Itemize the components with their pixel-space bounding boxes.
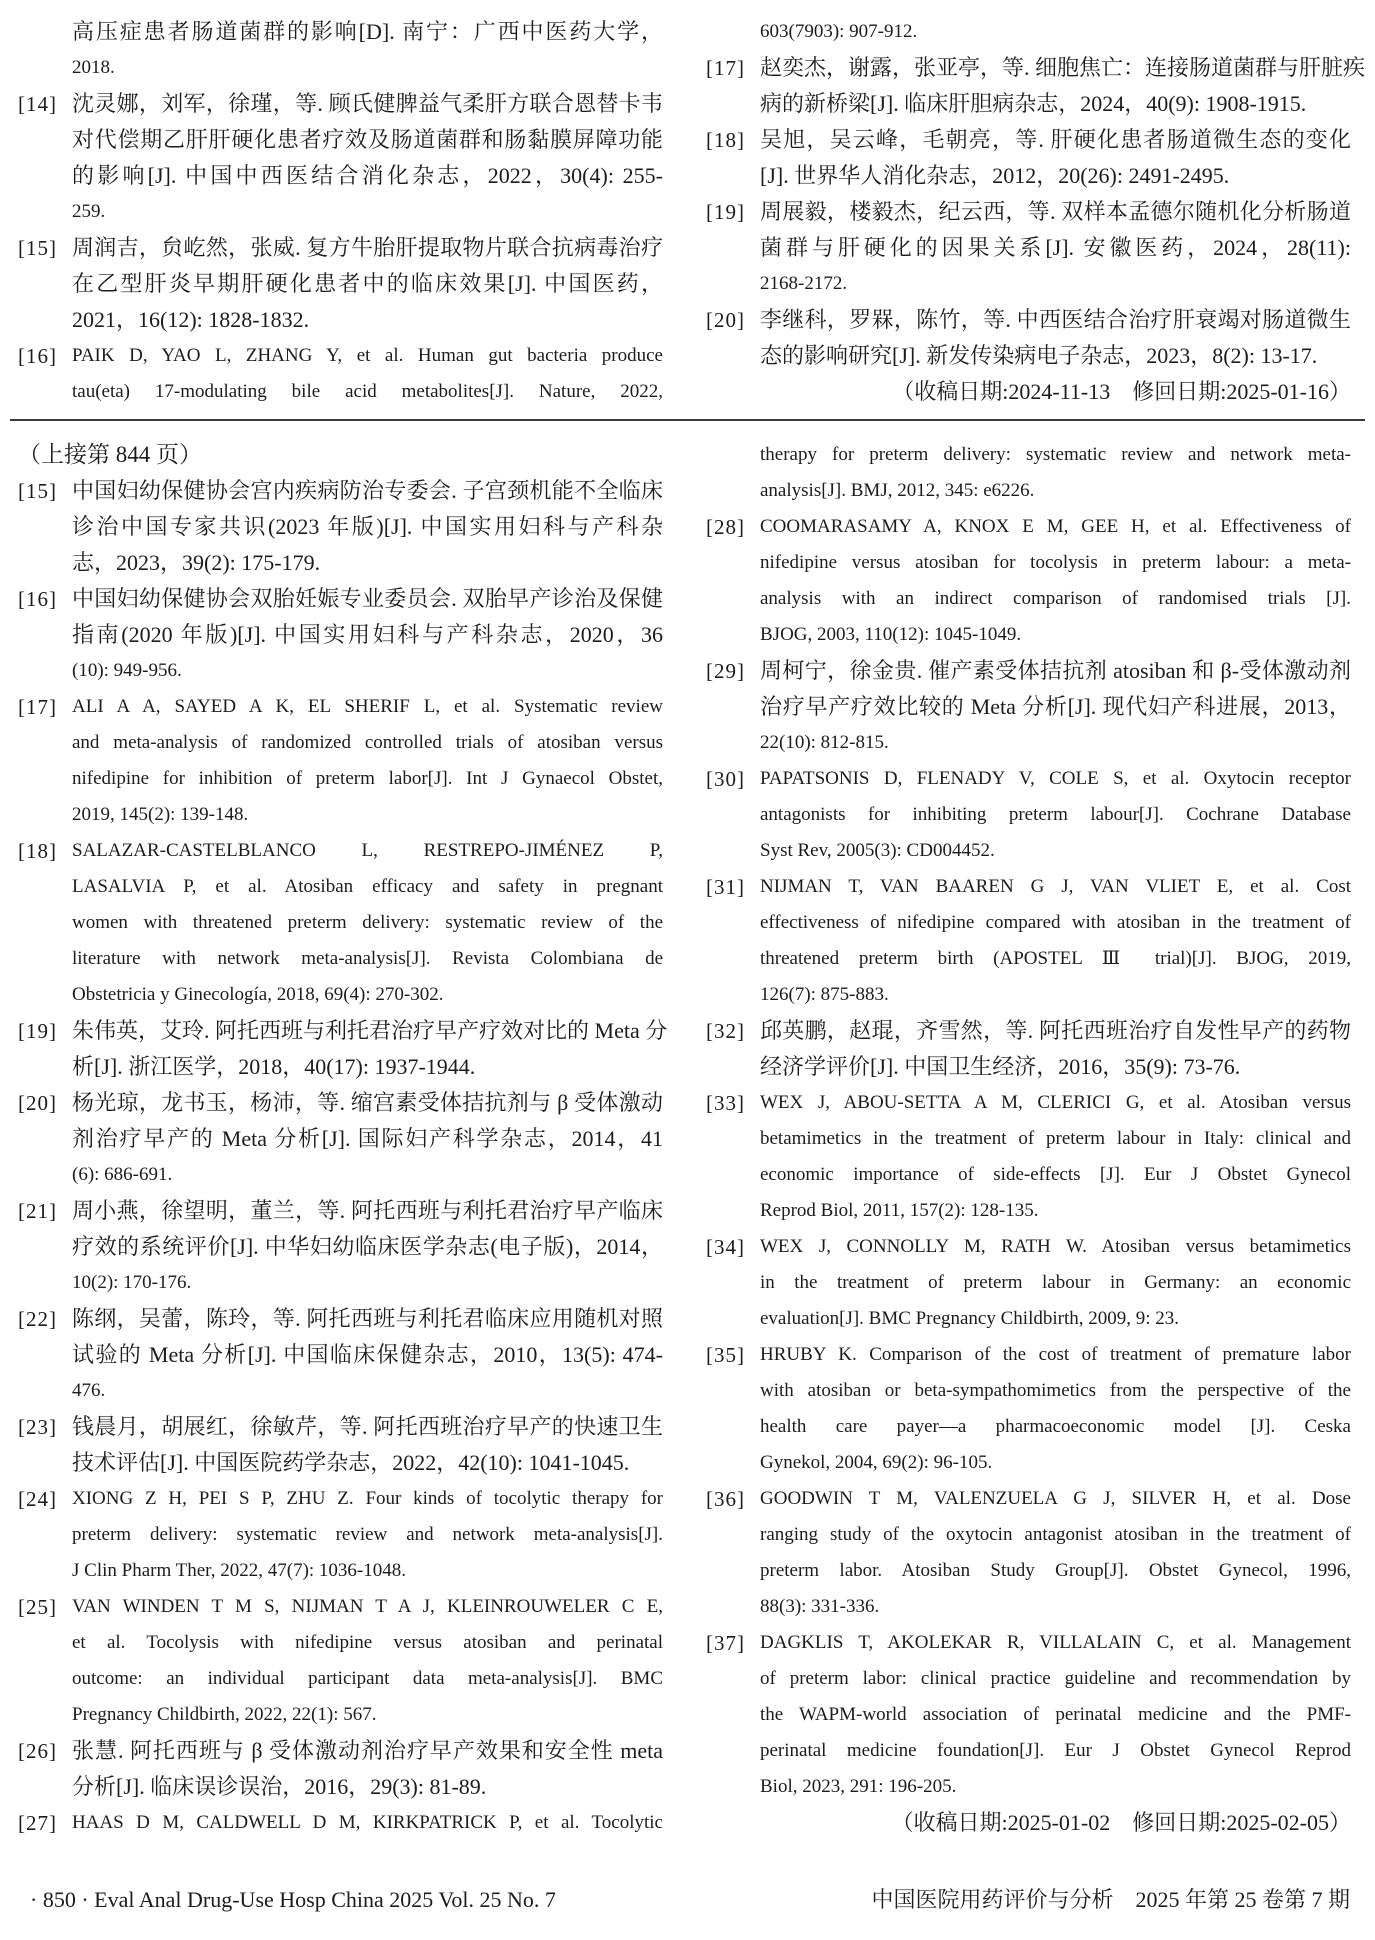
reference-entry — [706, 1229, 1351, 1337]
reference-line: 钱晨月，胡展红，徐敏芹，等. 阿托西班治疗早产的快速卫生 — [72, 1414, 663, 1439]
reference-line: outcome: an individual participant data meta-analysis[J]. BMC — [72, 1668, 663, 1689]
reference-line: 试验的 Meta 分析[J]. 中国临床保健杂志，2010，13(5): 474- — [72, 1342, 663, 1367]
reference-number: [15] — [18, 236, 57, 260]
reference-line: Obstetricia y Ginecología, 2018, 69(4): 270-302. — [72, 984, 444, 1005]
reference-line: 分析[J]. 临床误诊误治，2016，29(3): 81-89. — [72, 1774, 487, 1799]
reference-line: 22(10): 812-815. — [760, 732, 889, 753]
reference-entry — [706, 302, 1351, 374]
reference-line: NIJMAN T, VAN BAAREN G J, VAN VLIET E, et al. Cost — [760, 876, 1351, 897]
reference-line: perinatal medicine foundation[J]. Eur J Obstet Gynecol Reprod — [760, 1740, 1351, 1761]
reference-line: 10(2): 170-176. — [72, 1272, 192, 1293]
reference-line: analysis[J]. BMJ, 2012, 345: e6226. — [760, 480, 1035, 501]
reference-number: [18] — [706, 128, 745, 152]
reference-line: the WAPM-world association of perinatal medicine and the PMF- — [760, 1704, 1351, 1725]
reference-number: [24] — [18, 1487, 57, 1511]
reference-entry — [18, 1481, 663, 1589]
reference-line: 态的影响研究[J]. 新发传染病电子杂志，2023，8(2): 13-17. — [760, 343, 1318, 368]
reference-entry — [18, 86, 663, 230]
reference-number: [37] — [706, 1631, 745, 1655]
reference-number: [26] — [18, 1739, 57, 1763]
reference-entry — [18, 1733, 663, 1805]
continued-from-note: （上接第 844 页） — [18, 442, 202, 467]
reference-line: 诊治中国专家共识(2023 年版)[J]. 中国实用妇科与产科杂 — [72, 514, 663, 539]
top-right-column — [706, 14, 1366, 410]
reference-line: in the treatment of preterm labour in Germany: an economic — [760, 1272, 1351, 1293]
reference-line: antagonists for inhibiting preterm labour[J]. Cochrane Database — [760, 804, 1351, 825]
reference-entry — [18, 1085, 663, 1193]
reference-line: 88(3): 331-336. — [760, 1596, 880, 1617]
reference-number: [21] — [18, 1199, 57, 1223]
reference-entry — [18, 689, 663, 833]
reference-line: PAIK D, YAO L, ZHANG Y, et al. Human gut bacteria produce — [72, 345, 663, 366]
reference-line: VAN WINDEN T M S, NIJMAN T A J, KLEINROUWELER C E, — [72, 1596, 663, 1617]
reference-continuation — [706, 437, 1351, 509]
reference-line: J Clin Pharm Ther, 2022, 47(7): 1036-1048. — [72, 1560, 407, 1581]
reference-line: health care payer—a pharmacoeconomic model [J]. Ceska — [760, 1416, 1351, 1437]
reference-line: BJOG, 2003, 110(12): 1045-1049. — [760, 624, 1022, 645]
reference-entry — [706, 1337, 1351, 1481]
reference-line: 2018. — [72, 57, 115, 78]
reference-line: Reprod Biol, 2011, 157(2): 128-135. — [760, 1200, 1039, 1221]
reference-number: [25] — [18, 1595, 57, 1619]
reference-line: women with threatened preterm delivery: systematic review of the — [72, 912, 663, 933]
reference-line: et al. Tocolysis with nifedipine versus atosiban and perinatal — [72, 1632, 663, 1653]
reference-line: XIONG Z H, PEI S P, ZHU Z. Four kinds of tocolytic therapy for — [72, 1488, 663, 1509]
reference-line: 2019, 145(2): 139-148. — [72, 804, 249, 825]
reference-entry — [706, 194, 1351, 302]
reference-number: [30] — [706, 767, 745, 791]
reference-line: Biol, 2023, 291: 196-205. — [760, 1776, 957, 1797]
reference-line: Syst Rev, 2005(3): CD004452. — [760, 840, 995, 861]
reference-line: 邱英鹏，赵琨，齐雪然，等. 阿托西班治疗自发性早产的药物 — [760, 1018, 1351, 1043]
section-divider-rule — [10, 419, 1365, 421]
reference-line: WEX J, ABOU-SETTA A M, CLERICI G, et al. Atosiban versus — [760, 1092, 1351, 1113]
reference-entry — [18, 1589, 663, 1733]
reference-number: [31] — [706, 875, 745, 899]
reference-line: and meta-analysis of randomized controlled trials of atosiban versus — [72, 732, 663, 753]
reference-line: economic importance of side-effects [J]. Eur J Obstet Gynecol — [760, 1164, 1351, 1185]
reference-number: [16] — [18, 344, 57, 368]
reference-line: 2021，16(12): 1828-1832. — [72, 307, 310, 332]
reference-number: [16] — [18, 587, 57, 611]
reference-line: 指南(2020 年版)[J]. 中国实用妇科与产科杂志，2020，36 — [72, 622, 663, 647]
reference-entry — [18, 473, 663, 581]
top-left-column — [18, 14, 663, 410]
reference-line: with atosiban or beta-sympathomimetics from the perspective of the — [760, 1380, 1351, 1401]
reference-line: COOMARASAMY A, KNOX E M, GEE H, et al. Effectiveness of — [760, 516, 1351, 537]
received-dates-row — [706, 374, 1351, 410]
reference-line: 603(7903): 907-912. — [760, 21, 918, 42]
reference-continuation — [18, 14, 663, 86]
reference-line: ranging study of the oxytocin antagonist atosiban in the treatment of — [760, 1524, 1351, 1545]
reference-line: 在乙型肝炎早期肝硬化患者中的临床效果[J]. 中国医药， — [72, 271, 663, 296]
reference-line: 周柯宁，徐金贵. 催产素受体拮抗剂 atosiban 和 β-受体激动剂 — [760, 658, 1351, 683]
footer-page-number-journal-en: · 850 · Eval Anal Drug-Use Hosp China 2025 Vol. 25 No. 7 — [30, 1887, 556, 1912]
reference-line: LASALVIA P, et al. Atosiban efficacy and safety in pregnant — [72, 876, 663, 897]
reference-line: (6): 686-691. — [72, 1164, 173, 1185]
reference-number: [35] — [706, 1343, 745, 1367]
reference-line: 杨光琼，龙书玉，杨沛，等. 缩宫素受体拮抗剂与 β 受体激动 — [72, 1090, 663, 1115]
reference-line: 中国妇幼保健协会宫内疾病防治专委会. 子宫颈机能不全临床 — [72, 478, 663, 503]
reference-line: betamimetics in the treatment of preterm labour in Italy: clinical and — [760, 1128, 1351, 1149]
reference-line: Pregnancy Childbirth, 2022, 22(1): 567. — [72, 1704, 377, 1725]
reference-number: [23] — [18, 1415, 57, 1439]
reference-entry — [18, 230, 663, 338]
reference-entry — [706, 509, 1351, 653]
reference-line: nifedipine versus atosiban for tocolysis in preterm labour: a meta- — [760, 552, 1351, 573]
reference-line: 志，2023，39(2): 175-179. — [72, 550, 321, 575]
reference-line: tau(eta) 17-modulating bile acid metabolites[J]. Nature, 2022, — [72, 381, 663, 402]
reference-number: [19] — [706, 200, 745, 224]
reference-entry — [706, 869, 1351, 1013]
reference-entry — [18, 833, 663, 1013]
reference-line: 剂治疗早产的 Meta 分析[J]. 国际妇产科学杂志，2014，41 — [72, 1126, 663, 1151]
reference-line: preterm delivery: systematic review and network meta-analysis[J]. — [72, 1524, 663, 1545]
reference-number: [14] — [18, 92, 57, 116]
reference-line: HAAS D M, CALDWELL D M, KIRKPATRICK P, et al. Tocolytic — [72, 1812, 663, 1833]
reference-number: [17] — [706, 56, 745, 80]
reference-line: 周小燕，徐望明，董兰，等. 阿托西班与利托君治疗早产临床 — [72, 1198, 663, 1223]
bottom-right-column — [706, 437, 1351, 1841]
reference-number: [20] — [18, 1091, 57, 1115]
reference-entry — [706, 50, 1366, 122]
reference-line: 周润吉，贠屹然，张威. 复方牛胎肝提取物片联合抗病毒治疗 — [72, 235, 663, 260]
reference-entry — [706, 1013, 1351, 1085]
reference-number: [17] — [18, 695, 57, 719]
reference-number: [33] — [706, 1091, 745, 1115]
reference-line: 朱伟英，艾玲. 阿托西班与利托君治疗早产疗效对比的 Meta 分 — [72, 1018, 668, 1043]
reference-entry — [706, 1085, 1351, 1229]
reference-entry — [706, 122, 1351, 194]
reference-line: threatened preterm birth (APOSTEL Ⅲ trial)[J]. BJOG, 2019, — [760, 948, 1351, 969]
reference-line: 张慧. 阿托西班与 β 受体激动剂治疗早产效果和安全性 meta — [72, 1738, 663, 1763]
bottom-left-column — [18, 437, 668, 1841]
reference-line: 李继科，罗槑，陈竹，等. 中西医结合治疗肝衰竭对肠道微生 — [760, 307, 1351, 332]
reference-line: Gynekol, 2004, 69(2): 96-105. — [760, 1452, 993, 1473]
reference-number: [18] — [18, 839, 57, 863]
reference-entry — [18, 1301, 663, 1409]
reference-line: therapy for preterm delivery: systematic review and network meta- — [760, 444, 1351, 465]
reference-number: [29] — [706, 659, 745, 683]
reference-line: 病的新桥梁[J]. 临床肝胆病杂志，2024，40(9): 1908-1915. — [760, 91, 1307, 116]
reference-number: [27] — [18, 1811, 57, 1835]
reference-line: 高压症患者肠道菌群的影响[D]. 南宁：广西中医药大学， — [72, 19, 663, 44]
reference-line: 赵奕杰，谢露，张亚亭，等. 细胞焦亡：连接肠道菌群与肝脏疾 — [760, 55, 1366, 80]
reference-entry — [706, 1481, 1351, 1625]
footer-journal-cn-volume: 中国医院用药评价与分析 2025 年第 25 卷第 7 期 — [871, 1887, 1350, 1912]
reference-line: evaluation[J]. BMC Pregnancy Childbirth, 2009, 9: 23. — [760, 1308, 1180, 1329]
reference-line: 2168-2172. — [760, 273, 848, 294]
reference-continuation — [706, 14, 1351, 50]
page-footer — [0, 1882, 1375, 1918]
reference-line: SALAZAR-CASTELBLANCO L, RESTREPO-JIMÉNEZ P, — [72, 840, 663, 861]
reference-line: 经济学评价[J]. 中国卫生经济，2016，35(9): 73-76. — [760, 1054, 1241, 1079]
reference-number: [32] — [706, 1019, 745, 1043]
reference-line: 疗效的系统评价[J]. 中华妇幼临床医学杂志(电子版)，2014， — [72, 1234, 663, 1259]
reference-line: 沈灵娜，刘军，徐瑾，等. 顾氏健脾益气柔肝方联合恩替卡韦 — [72, 91, 663, 116]
reference-line: PAPATSONIS D, FLENADY V, COLE S, et al. Oxytocin receptor — [760, 768, 1351, 789]
reference-line: 治疗早产疗效比较的 Meta 分析[J]. 现代妇产科进展，2013， — [760, 694, 1351, 719]
reference-entry — [18, 338, 663, 410]
reference-line: 陈纲，吴蕾，陈玲，等. 阿托西班与利托君临床应用随机对照 — [72, 1306, 663, 1331]
reference-line: 中国妇幼保健协会双胎妊娠专业委员会. 双胎早产诊治及保健 — [72, 586, 663, 611]
reference-line: 259. — [72, 201, 106, 222]
reference-entry — [18, 1409, 663, 1481]
reference-line: DAGKLIS T, AKOLEKAR R, VILLALAIN C, et al. Management — [760, 1632, 1351, 1653]
reference-number: [20] — [706, 308, 745, 332]
reference-line: of preterm labor: clinical practice guideline and recommendation by — [760, 1668, 1351, 1689]
received-dates-row — [706, 1805, 1351, 1841]
reference-line: preterm labor. Atosiban Study Group[J]. Obstet Gynecol, 1996, — [760, 1560, 1351, 1581]
reference-number: [28] — [706, 515, 745, 539]
received-revised-dates: （收稿日期:2025-01-02 修回日期:2025-02-05） — [891, 1810, 1351, 1835]
reference-entry — [706, 1625, 1351, 1805]
reference-entry — [18, 581, 663, 689]
reference-line: ALI A A, SAYED A K, EL SHERIF L, et al. Systematic review — [72, 696, 663, 717]
reference-entry — [18, 1805, 663, 1841]
reference-entry — [18, 1013, 668, 1085]
reference-line: analysis with an indirect comparison of randomised trials [J]. — [760, 588, 1351, 609]
reference-line: 技术评估[J]. 中国医院药学杂志，2022，42(10): 1041-1045. — [72, 1450, 630, 1475]
reference-line: GOODWIN T M, VALENZUELA G J, SILVER H, et al. Dose — [760, 1488, 1351, 1509]
reference-number: [19] — [18, 1019, 57, 1043]
reference-line: literature with network meta-analysis[J]. Revista Colombiana de — [72, 948, 663, 969]
reference-entry — [706, 761, 1351, 869]
reference-line: (10): 949-956. — [72, 660, 182, 681]
reference-entry — [18, 1193, 663, 1301]
reference-line: [J]. 世界华人消化杂志，2012，20(26): 2491-2495. — [760, 163, 1230, 188]
reference-number: [36] — [706, 1487, 745, 1511]
reference-line: effectiveness of nifedipine compared with atosiban in the treatment of — [760, 912, 1351, 933]
reference-line: 菌群与肝硬化的因果关系[J]. 安徽医药，2024，28(11): — [760, 235, 1351, 260]
reference-line: 的影响[J]. 中国中西医结合消化杂志，2022，30(4): 255- — [72, 163, 663, 188]
reference-line: 476. — [72, 1380, 106, 1401]
reference-line: 吴旭，吴云峰，毛朝亮，等. 肝硬化患者肠道微生态的变化 — [760, 127, 1351, 152]
reference-entry — [706, 653, 1351, 761]
reference-line: nifedipine for inhibition of preterm labor[J]. Int J Gynaecol Obstet, — [72, 768, 663, 789]
reference-number: [15] — [18, 479, 57, 503]
reference-number: [22] — [18, 1307, 57, 1331]
reference-line: 对代偿期乙肝肝硬化患者疗效及肠道菌群和肠黏膜屏障功能 — [72, 127, 663, 152]
reference-line: 周展毅，楼毅杰，纪云西，等. 双样本孟德尔随机化分析肠道 — [760, 199, 1351, 224]
reference-line: WEX J, CONNOLLY M, RATH W. Atosiban versus betamimetics — [760, 1236, 1351, 1257]
reference-line: 126(7): 875-883. — [760, 984, 889, 1005]
reference-number: [34] — [706, 1235, 745, 1259]
received-revised-dates: （收稿日期:2024-11-13 修回日期:2025-01-16） — [892, 379, 1351, 404]
reference-line: 析[J]. 浙江医学，2018，40(17): 1937-1944. — [72, 1054, 476, 1079]
reference-line: HRUBY K. Comparison of the cost of treatment of premature labor — [760, 1344, 1351, 1365]
